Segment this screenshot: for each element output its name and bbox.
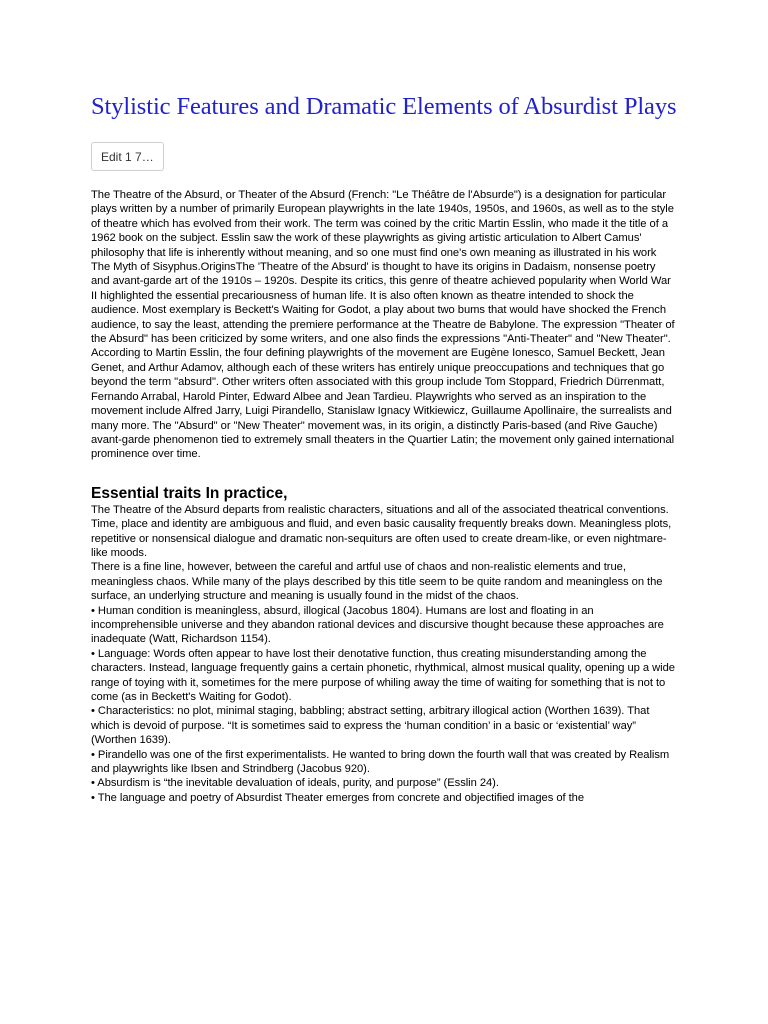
section-paragraph: The Theatre of the Absurd departs from realistic characters, situations and all of the associated theatrical conventions. bbox=[91, 503, 669, 516]
section-heading: Essential traits In practice, bbox=[91, 484, 288, 502]
intro-paragraph: The Theatre of the Absurd, or Theater of the Absurd (French: "Le Théâtre de l'Absurde") is a designation for particular plays written by a number of primarily European playwrights in the late 1940s, 1950s, and 1960s, as well as to the style of theatre which has evolved from their work. The term was coined by the critic Martin Esslin, who made it the title of a 1962 book on the subject. Esslin saw the work of these playwrights as giving artistic articulation to Albert Camus' philosophy that life is inherently without meaning, and so one must find one's own meaning as illustrated in his work The Myth of Sisyphus.OriginsThe 'Theatre of the Absurd' is thought to have its origins in Dadaism, nonsense poetry and avant-garde art of the 1910s – 1920s. Despite its critics, this genre of theatre achieved popularity when World War II highlighted the essential precariousness of human life. It is also often known as theatre intended to shock the audience. Most exemplary is Beckett's Waiting for Godot, a play about two bums that would have shocked the French audience, to say the least, attending the premiere performance at the Theatre de Babylone. The expression "Theater of the Absurd" has been criticized by some writers, and one also finds the expressions "Anti-Theater" and "New Theater". According to Martin Esslin, the four defining playwrights of the movement are Eugène Ionesco, Samuel Beckett, Jean Genet, and Arthur Adamov, although each of these writers has entirely unique preoccupations and techniques that go beyond the term "absurd". Other writers often associated with this group include Tom Stoppard, Friedrich Dürrenmatt, Fernando Arrabal, Harold Pinter, Edward Albee and Jean Tardieu. Playwrights who served as an inspiration to the movement include Alfred Jarry, Luigi Pirandello, Stanislaw Ignacy Witkiewicz, Guillaume Apollinaire, the surrealists and many more. The "Absurd" or "New Theater" movement was, in its origin, a distinctly Paris-based (and Rive Gauche) avant-garde phenomenon tied to extremely small theaters in the Quartier Latin; the movement only gained international prominence over time. bbox=[91, 189, 675, 461]
section-body bbox=[91, 503, 677, 806]
section-paragraph: There is a fine line, however, between the careful and artful use of chaos and non-realistic elements and true, meaningless chaos. While many of the plays described by this title seem to be quite random and meaningless on the surface, an underlying structure and meaning is usually found in the midst of the chaos. bbox=[91, 561, 663, 603]
section-paragraph: Time, place and identity are ambiguous and fluid, and even basic causality frequently breaks down. Meaningless plots, repetitive or nonsensical dialogue and dramatic non-sequiturs are often used to create dream-like, or even nightmare-like moods. bbox=[91, 518, 672, 559]
document-page bbox=[91, 92, 677, 805]
bullet-item: • Absurdism is “the inevitable devaluation of ideals, purity, and purpose” (Esslin 24). bbox=[91, 777, 499, 790]
edit-button[interactable]: Edit 1 7… bbox=[91, 142, 164, 171]
bullet-item: • The language and poetry of Absurdist Theater emerges from concrete and objectified images of the bbox=[91, 791, 585, 804]
bullet-item: • Language: Words often appear to have lost their denotative function, thus creating misunderstanding among the characters. Instead, language frequently gains a certain phonetic, rhythmical, almost musical quality, opening up a wide range of toying with it, sometimes for the mere purpose of whiling away the time of waiting for something that is not to come (as in Beckett's Waiting for Godot). bbox=[91, 647, 675, 703]
bullet-item: • Characteristics: no plot, minimal staging, babbling; abstract setting, arbitrary illogical action (Worthen 1639). That which is devoid of purpose. “It is sometimes said to express the ‘human condition’ in a basic or ‘existential’ way” (Worthen 1639). bbox=[91, 705, 650, 747]
bullet-item: • Human condition is meaningless, absurd, illogical (Jacobus 1804). Humans are lost and floating in an incomprehensible universe and they abandon rational devices and discursive thought because these approaches are inadequate (Watt, Richardson 1154). bbox=[91, 604, 664, 646]
document-title: Stylistic Features and Dramatic Elements of Absurdist Plays bbox=[91, 93, 677, 120]
bullet-item: • Pirandello was one of the first experimentalists. He wanted to bring down the fourth wall that was created by Realism and playwrights like Ibsen and Strindberg (Jacobus 920). bbox=[91, 748, 670, 776]
